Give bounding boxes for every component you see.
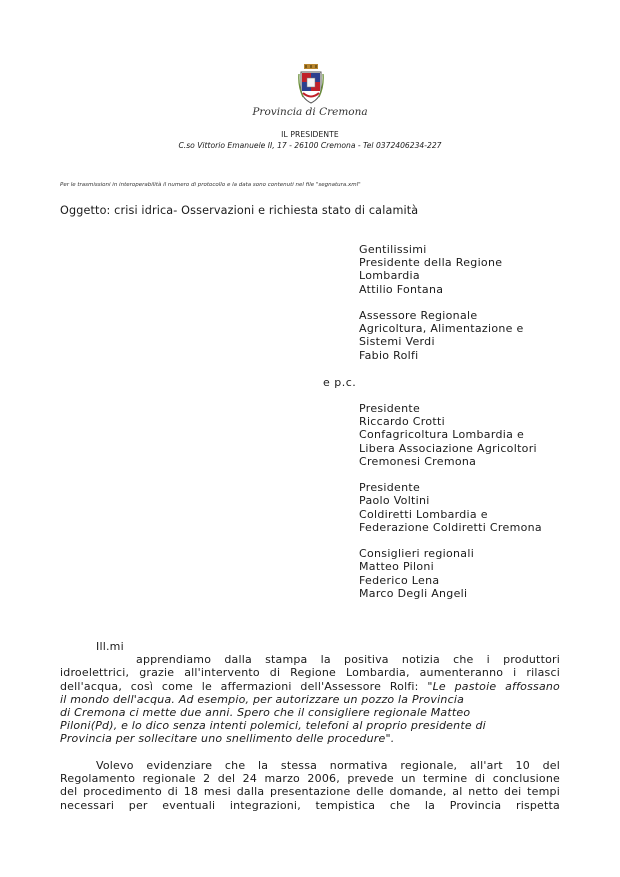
protocol-note: Per le trasmissioni in interoperabilità il numero di protocollo e la data sono contenuti nel file "segnatura.xml": [60, 182, 361, 188]
body-text: dell'acqua, così come le affermazioni dell'Assessore Rolfi:: [60, 679, 428, 693]
quote-line: Piloni(Pd), e lo dico senza intenti polemici, telefoni al proprio presidente di: [60, 719, 486, 733]
recipients-block: [359, 243, 524, 375]
recipient-line: Sistemi Verdi: [359, 335, 435, 349]
recipient-line: Agricoltura, Alimentazione e: [359, 322, 524, 336]
salutation: Ill.mi: [96, 640, 124, 653]
cc-line: Presidente: [359, 481, 421, 495]
body-line: necessari per eventuali integrazioni, tempistica che la Provincia rispetta: [60, 798, 560, 812]
quote-line: il mondo dell'acqua. Ad esempio, per autorizzare un pozzo la Provincia: [60, 692, 465, 706]
body-line: apprendiamo dalla stampa la positiva notizia che i produttori: [136, 653, 560, 667]
cc-line: Coldiretti Lombardia e: [359, 507, 488, 521]
quote-line: di Cremona ci mette due anni. Spero che il consigliere regionale Matteo: [60, 706, 471, 720]
body-line: idroelettrici, grazie all'intervento di Regione Lombardia, aumenteranno i rilasci: [60, 666, 560, 680]
cc-line: Matteo Piloni: [359, 560, 435, 574]
recipient-line: Gentilissimi: [359, 243, 427, 256]
quote-text: "Le pastoie affossano: [427, 679, 560, 693]
cc-line: Paolo Voltini: [359, 494, 430, 508]
recipient-group-assessore: [359, 309, 524, 362]
body-line: del procedimento di 18 mesi dalla presentazione delle domande, al netto dei tempi: [60, 785, 560, 799]
body-paragraph-2: [60, 759, 560, 812]
cc-line: Marco Degli Angeli: [359, 586, 468, 600]
letterhead-address: C.so Vittorio Emanuele II, 17 - 26100 Cremona - Tel 0372406234-227: [178, 141, 442, 150]
recipient-line: Assessore Regionale: [359, 309, 478, 322]
recipient-line: Presidente della Regione: [359, 256, 503, 270]
body-paragraph-1: [60, 640, 560, 746]
letter-subject: Oggetto: crisi idrica- Osservazioni e richiesta stato di calamità: [60, 204, 419, 217]
president-title: IL PRESIDENTE: [281, 130, 339, 139]
province-crest-logo: [298, 64, 324, 104]
quote-line: Provincia per sollecitare uno snellimento delle procedure".: [60, 732, 395, 746]
cc-group-coldiretti: [359, 481, 542, 534]
cc-line: Libera Associazione Agricoltori: [359, 441, 537, 455]
recipient-line: Fabio Rolfi: [359, 348, 419, 362]
body-line: Regolamento regionale 2 del 24 marzo 2006, prevede un termine di conclusione: [60, 772, 560, 786]
cc-line: Presidente: [359, 402, 421, 415]
province-name: Provincia di Cremona: [252, 106, 368, 118]
cc-line: Federico Lena: [359, 573, 440, 587]
recipient-group-regione: [359, 243, 524, 296]
recipient-line: Attilio Fontana: [359, 282, 444, 296]
cc-line: Consiglieri regionali: [359, 547, 475, 561]
cc-line: Federazione Coldiretti Cremona: [359, 520, 542, 534]
cc-recipients-block: [359, 402, 542, 613]
body-line: [60, 680, 560, 693]
recipient-line: Lombardia: [359, 269, 420, 283]
cc-group-consiglieri: [359, 547, 542, 600]
cc-line: Riccardo Crotti: [359, 415, 445, 429]
body-line: Volevo evidenziare che la stessa normativa regionale, all'art 10 del: [96, 759, 560, 772]
cc-group-confagricoltura: [359, 402, 542, 468]
cc-line: Cremonesi Cremona: [359, 454, 477, 468]
cc-label: e p.c.: [323, 376, 357, 389]
cc-line: Confagricoltura Lombardia e: [359, 428, 525, 442]
